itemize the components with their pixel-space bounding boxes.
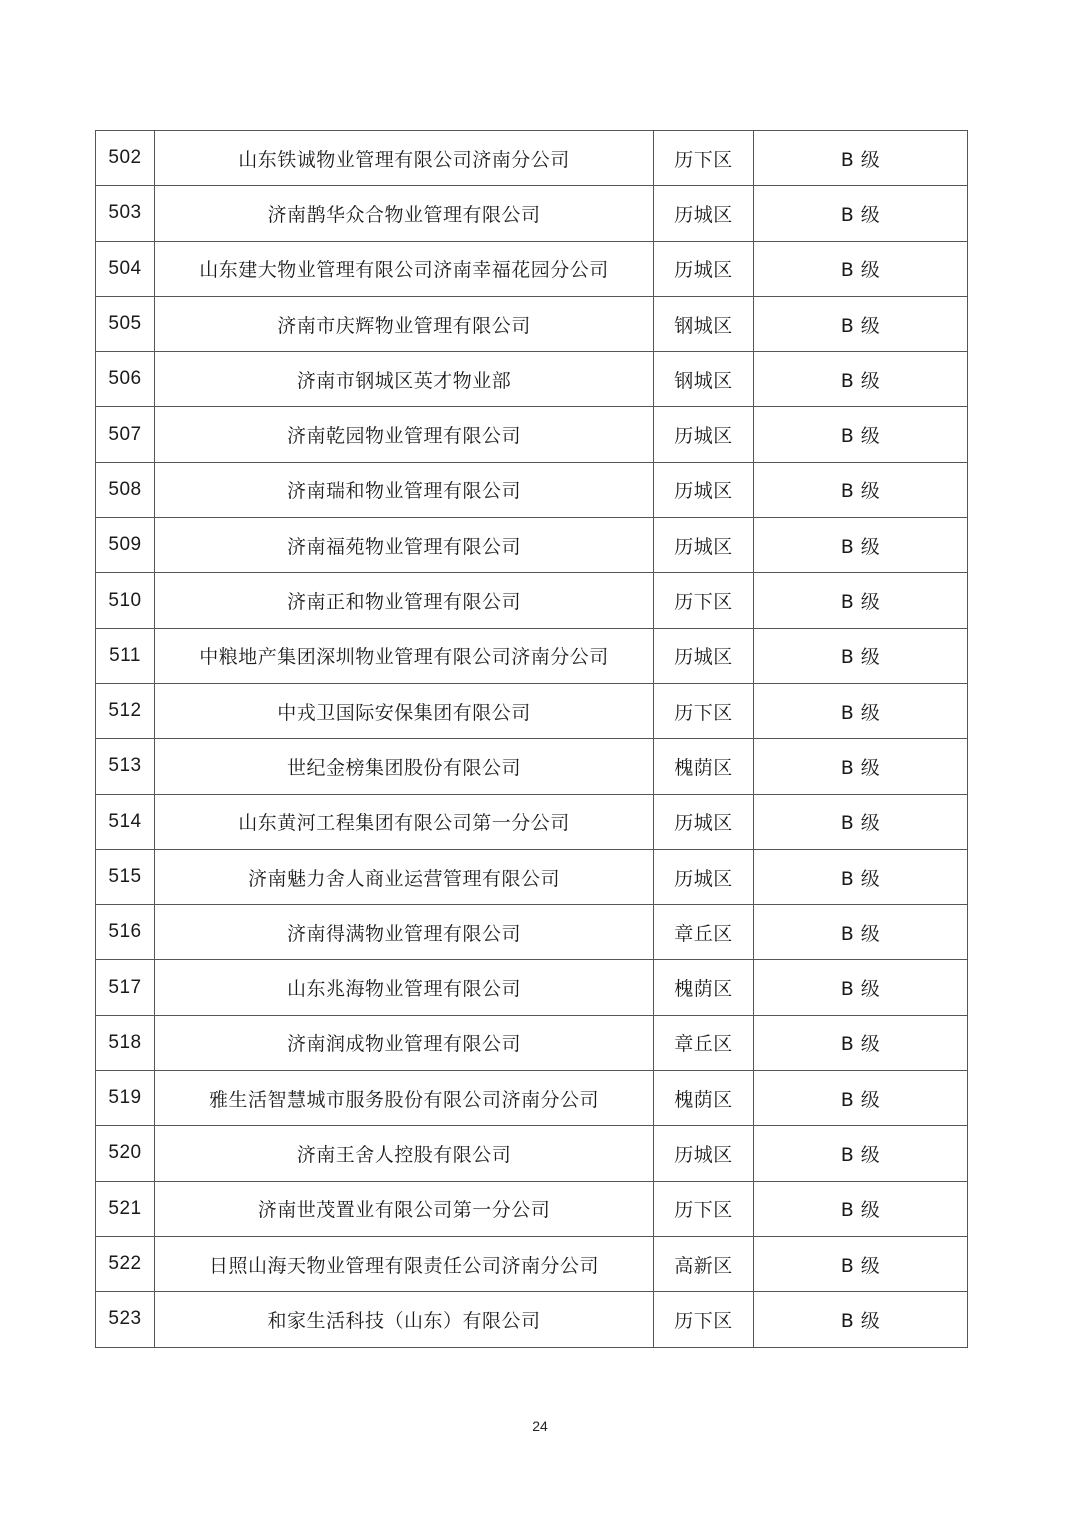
table-row	[96, 1181, 968, 1236]
grade: B 级	[754, 628, 968, 683]
district: 历城区	[654, 186, 754, 241]
company-name: 济南正和物业管理有限公司	[155, 573, 654, 628]
table-row	[96, 462, 968, 517]
company-name: 济南市钢城区英才物业部	[155, 352, 654, 407]
company-name: 济南福苑物业管理有限公司	[155, 518, 654, 573]
company-name: 山东兆海物业管理有限公司	[155, 960, 654, 1015]
table-row	[96, 296, 968, 351]
district: 历下区	[654, 131, 754, 186]
district: 历城区	[654, 407, 754, 462]
table-row	[96, 186, 968, 241]
company-name: 山东黄河工程集团有限公司第一分公司	[155, 794, 654, 849]
district: 历城区	[654, 518, 754, 573]
table-row	[96, 794, 968, 849]
row-number: 514	[96, 794, 155, 849]
grade: B 级	[754, 462, 968, 517]
district: 历下区	[654, 683, 754, 738]
district: 槐荫区	[654, 960, 754, 1015]
table-row	[96, 628, 968, 683]
district: 槐荫区	[654, 739, 754, 794]
table-row	[96, 849, 968, 904]
table-row	[96, 905, 968, 960]
table-row	[96, 407, 968, 462]
company-name: 济南鹊华众合物业管理有限公司	[155, 186, 654, 241]
district: 历城区	[654, 628, 754, 683]
row-number: 516	[96, 905, 155, 960]
row-number: 520	[96, 1126, 155, 1181]
row-number: 510	[96, 573, 155, 628]
grade: B 级	[754, 131, 968, 186]
table-row	[96, 739, 968, 794]
company-rating-table	[95, 130, 968, 1348]
district: 历城区	[654, 1126, 754, 1181]
grade: B 级	[754, 683, 968, 738]
company-name: 中粮地产集团深圳物业管理有限公司济南分公司	[155, 628, 654, 683]
table-row	[96, 1015, 968, 1070]
district: 章丘区	[654, 905, 754, 960]
company-name: 雅生活智慧城市服务股份有限公司济南分公司	[155, 1071, 654, 1126]
row-number: 513	[96, 739, 155, 794]
company-name: 济南得满物业管理有限公司	[155, 905, 654, 960]
district: 历城区	[654, 241, 754, 296]
table-row	[96, 960, 968, 1015]
grade: B 级	[754, 241, 968, 296]
row-number: 519	[96, 1071, 155, 1126]
district: 历城区	[654, 849, 754, 904]
row-number: 512	[96, 683, 155, 738]
table-row	[96, 241, 968, 296]
row-number: 503	[96, 186, 155, 241]
table-row	[96, 1126, 968, 1181]
grade: B 级	[754, 1126, 968, 1181]
company-name: 济南润成物业管理有限公司	[155, 1015, 654, 1070]
company-name: 济南乾园物业管理有限公司	[155, 407, 654, 462]
grade: B 级	[754, 518, 968, 573]
district: 槐荫区	[654, 1071, 754, 1126]
grade: B 级	[754, 739, 968, 794]
company-name: 济南王舍人控股有限公司	[155, 1126, 654, 1181]
grade: B 级	[754, 1236, 968, 1291]
row-number: 508	[96, 462, 155, 517]
row-number: 517	[96, 960, 155, 1015]
grade: B 级	[754, 960, 968, 1015]
table-row	[96, 1236, 968, 1291]
grade: B 级	[754, 1292, 968, 1347]
district: 历城区	[654, 462, 754, 517]
district: 钢城区	[654, 296, 754, 351]
table-row	[96, 1292, 968, 1347]
company-name: 中戎卫国际安保集团有限公司	[155, 683, 654, 738]
grade: B 级	[754, 905, 968, 960]
company-name: 济南瑞和物业管理有限公司	[155, 462, 654, 517]
row-number: 523	[96, 1292, 155, 1347]
table-row	[96, 1071, 968, 1126]
grade: B 级	[754, 849, 968, 904]
company-name: 日照山海天物业管理有限责任公司济南分公司	[155, 1236, 654, 1291]
grade: B 级	[754, 1181, 968, 1236]
grade: B 级	[754, 1015, 968, 1070]
company-name: 山东建大物业管理有限公司济南幸福花园分公司	[155, 241, 654, 296]
grade: B 级	[754, 296, 968, 351]
row-number: 505	[96, 296, 155, 351]
page-number: 24	[532, 1418, 548, 1434]
table-row	[96, 518, 968, 573]
company-name: 济南魅力舍人商业运营管理有限公司	[155, 849, 654, 904]
company-name: 世纪金榜集团股份有限公司	[155, 739, 654, 794]
row-number: 515	[96, 849, 155, 904]
table-row	[96, 683, 968, 738]
table-row	[96, 131, 968, 186]
company-name: 山东铁诚物业管理有限公司济南分公司	[155, 131, 654, 186]
district: 历下区	[654, 573, 754, 628]
row-number: 509	[96, 518, 155, 573]
table-row	[96, 352, 968, 407]
row-number: 521	[96, 1181, 155, 1236]
grade: B 级	[754, 573, 968, 628]
district: 历城区	[654, 794, 754, 849]
table-row	[96, 573, 968, 628]
row-number: 504	[96, 241, 155, 296]
district: 历下区	[654, 1292, 754, 1347]
company-name: 济南市庆辉物业管理有限公司	[155, 296, 654, 351]
district: 钢城区	[654, 352, 754, 407]
district: 章丘区	[654, 1015, 754, 1070]
district: 高新区	[654, 1236, 754, 1291]
row-number: 522	[96, 1236, 155, 1291]
row-number: 502	[96, 131, 155, 186]
row-number: 518	[96, 1015, 155, 1070]
grade: B 级	[754, 794, 968, 849]
row-number: 511	[96, 628, 155, 683]
row-number: 507	[96, 407, 155, 462]
company-name: 和家生活科技（山东）有限公司	[155, 1292, 654, 1347]
grade: B 级	[754, 1071, 968, 1126]
grade: B 级	[754, 186, 968, 241]
row-number: 506	[96, 352, 155, 407]
grade: B 级	[754, 352, 968, 407]
district: 历下区	[654, 1181, 754, 1236]
company-name: 济南世茂置业有限公司第一分公司	[155, 1181, 654, 1236]
grade: B 级	[754, 407, 968, 462]
